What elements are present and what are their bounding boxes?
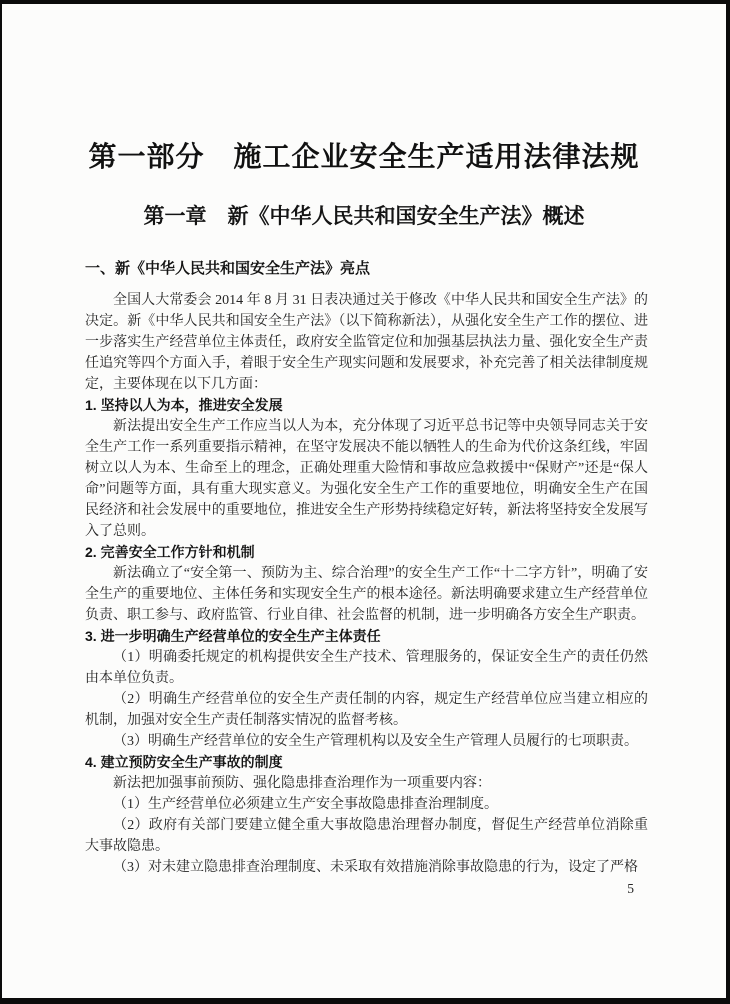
paragraph: （1）明确委托规定的机构提供安全生产技术、管理服务的，保证安全生产的责任仍然由本单位负责。 (85, 650, 648, 686)
part-title: 第一部分 施工企业安全生产适用法律法规 (88, 141, 640, 172)
paragraph: （3）对未建立隐患排查治理制度、未采取有效措施消除事故隐患的行为，设定了严格 (113, 860, 638, 875)
numbered-heading-3: 3. 进一步明确生产经营单位的安全生产主体责任 (85, 628, 381, 644)
numbered-heading-4: 4. 建立预防安全生产事故的制度 (85, 754, 283, 770)
paragraph: （2）政府有关部门要建立健全重大事故隐患治理督办制度，督促生产经营单位消除重大事故隐患。 (85, 818, 648, 854)
paragraph: （1）生产经营单位必须建立生产安全事故隐患排查治理制度。 (113, 797, 498, 812)
paragraph: 新法提出安全生产工作应当以人为本，充分体现了习近平总书记等中央领导同志关于安全生产工作一系列重要指示精神，在坚守发展决不能以牺牲人的生命为代价这条红线，牢固树立以人为本、生命至上的理念，正确处理重大险情和事故应急救援中“保财产”还是“保人命”问题等方面，具有重大现实意义。为强化安全生产工作的重要地位，明确安全生产在国民经济和社会发展中的重要地位，推进安全生产形势持续稳定好转，新法将坚持安全发展写入了总则。 (85, 419, 648, 539)
paragraph: （2）明确生产经营单位的安全生产责任制的内容，规定生产经营单位应当建立相应的机制，加强对安全生产责任制落实情况的监督考核。 (85, 692, 648, 728)
numbered-heading-2: 2. 完善安全工作方针和机制 (85, 544, 255, 560)
page-content (85, 261, 648, 899)
section-heading: 一、新《中华人民共和国安全生产法》亮点 (85, 260, 371, 277)
paragraph: 新法把加强事前预防、强化隐患排查治理作为一项重要内容： (113, 776, 491, 791)
intro-paragraph: 全国人大常委会 2014 年 8 月 31 日表决通过关于修改《中华人民共和国安全生产法》的决定。新《中华人民共和国安全生产法》（以下简称新法），从强化安全生产工作的摆位、进一步落实生产经营单位主体责任，政府安全监管定位和加强基层执法力量、强化安全生产责任追究等四个方面入手，着眼于安全生产现实问题和发展要求，补充完善了相关法律制度规定，主要体现在以下几方面： (85, 293, 648, 392)
numbered-heading-1: 1. 坚持以人为本，推进安全发展 (85, 397, 283, 413)
document-page (2, 4, 726, 998)
paragraph: （3）明确生产经营单位的安全生产管理机构以及安全生产管理人员履行的七项职责。 (113, 734, 638, 749)
paragraph: 新法确立了“安全第一、预防为主、综合治理”的安全生产工作“十二字方针”，明确了安全生产的重要地位、主体任务和实现安全生产的根本途径。新法明确要求建立生产经营单位负责、职工参与、政府监管、行业自律、社会监督的机制，进一步明确各方安全生产职责。 (85, 566, 648, 623)
chapter-title: 第一章 新《中华人民共和国安全生产法》概述 (143, 204, 585, 228)
page-number: 5 (627, 881, 634, 896)
